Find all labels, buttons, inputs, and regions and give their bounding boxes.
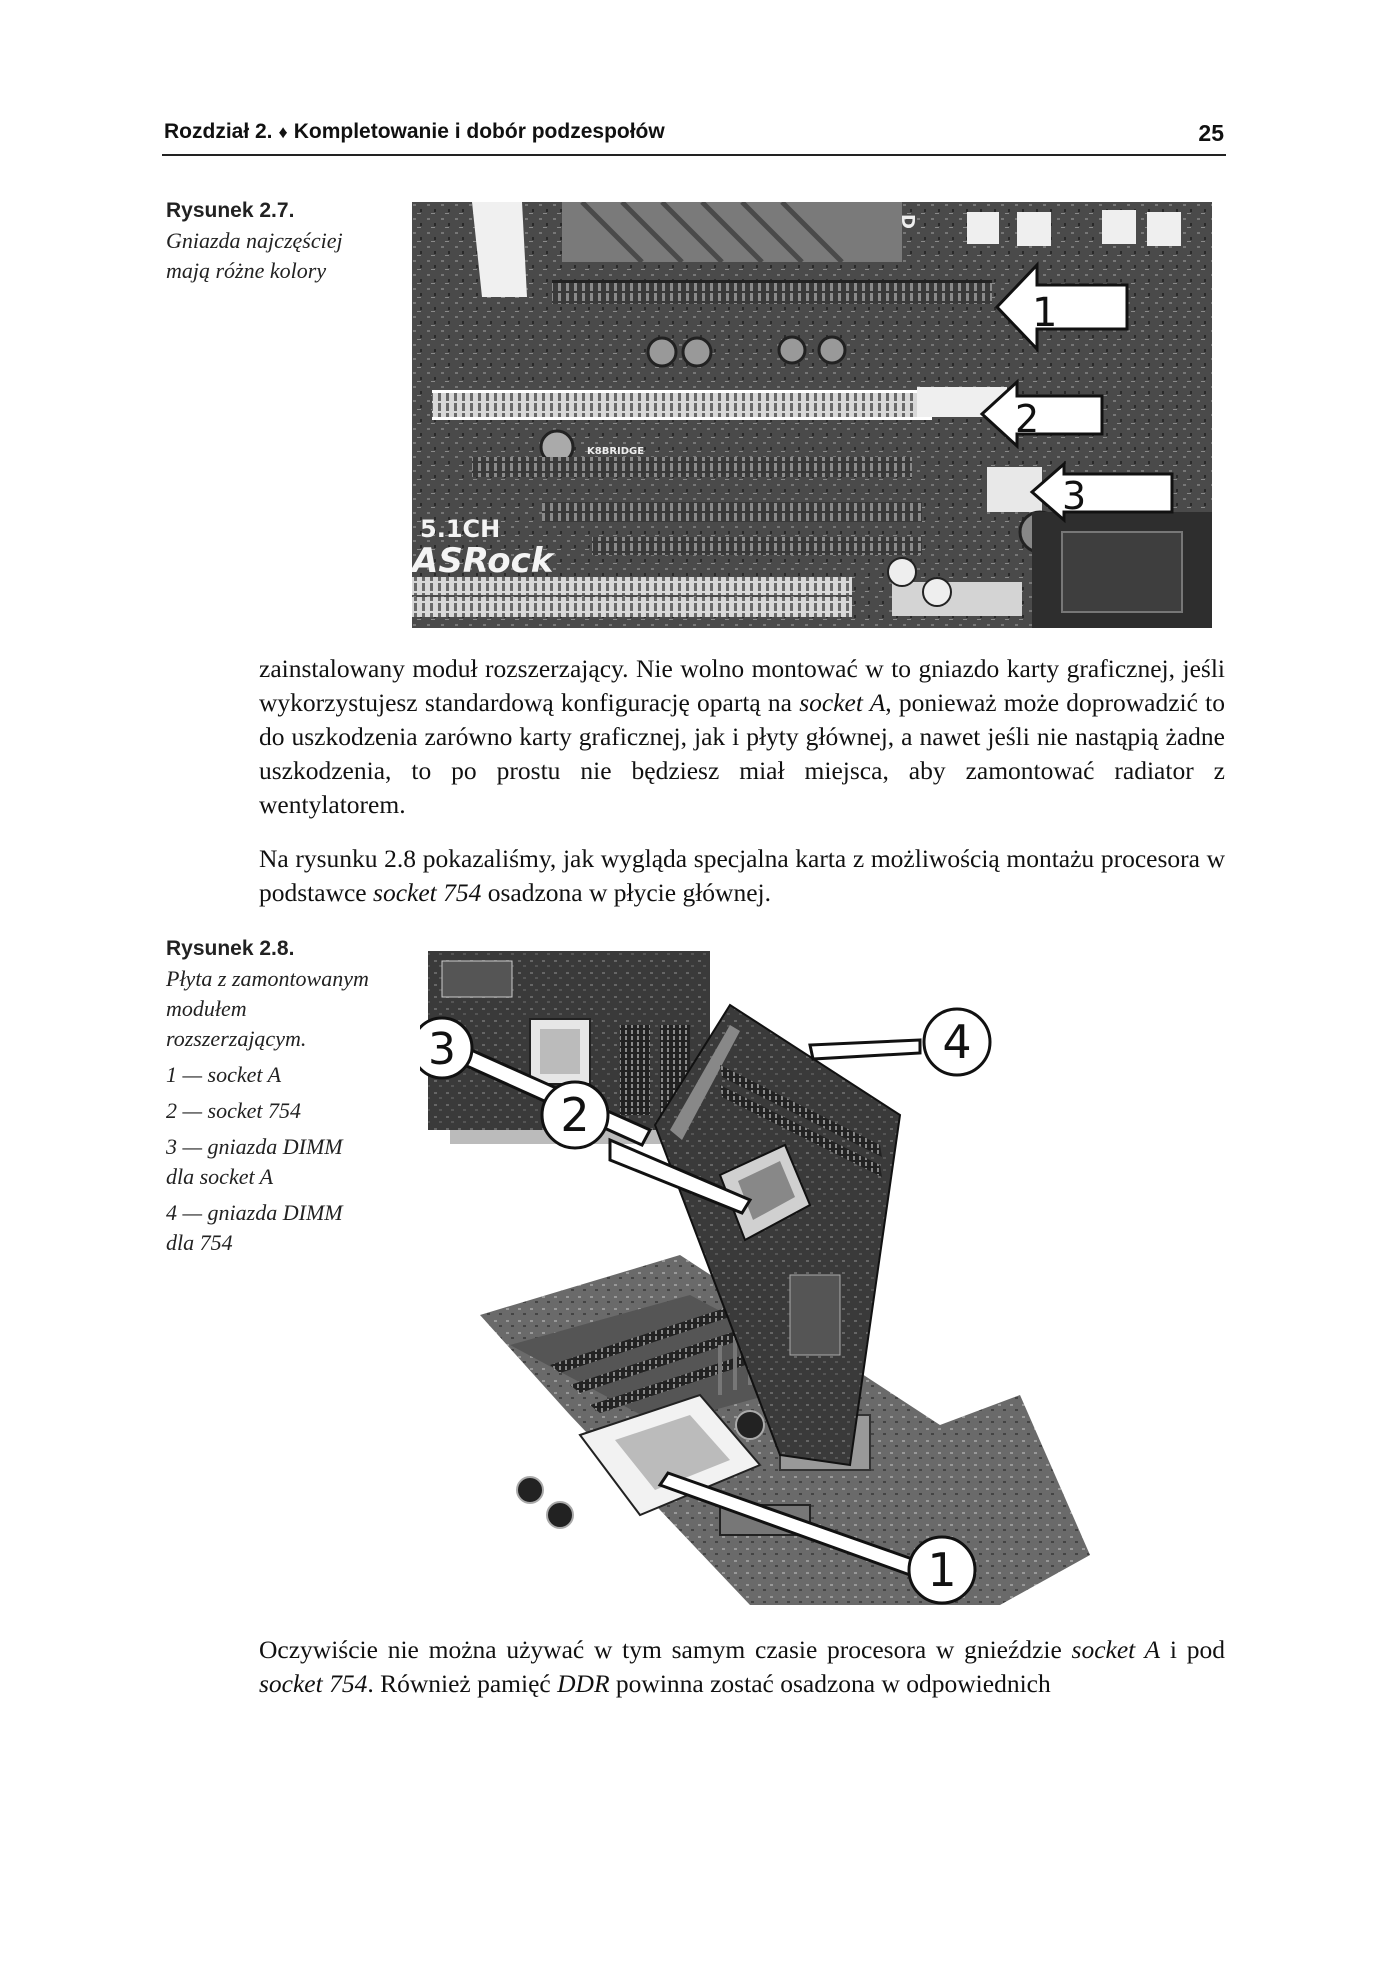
legend-item: dla socket A bbox=[166, 1164, 274, 1189]
text-run: Na rysunku 2.8 pokazaliśmy, jak wygląda specjalna karta z możliwością montażu procesora w podstawce bbox=[259, 844, 1225, 907]
callout-2 bbox=[542, 1082, 608, 1148]
callout-number: 2 bbox=[560, 1088, 590, 1142]
figure-label: Rysunek 2.7. bbox=[166, 199, 295, 222]
caption-line: Płyta z zamontowanym bbox=[166, 966, 369, 991]
callout-number: 2 bbox=[1015, 397, 1040, 441]
caption-line: modułem bbox=[166, 996, 247, 1021]
running-header bbox=[162, 118, 1226, 156]
caption-line: rozszerzającym. bbox=[166, 1026, 307, 1051]
figure-2-8-image bbox=[420, 945, 1120, 1605]
italic-term: socket 754 bbox=[373, 878, 482, 907]
figure-2-8-caption bbox=[166, 934, 406, 1258]
legend-item: 1 — socket A bbox=[166, 1062, 282, 1087]
text-run: osadzona w płycie głównej. bbox=[481, 878, 771, 907]
caption-line: mają różne kolory bbox=[166, 258, 327, 283]
board-text-d: D bbox=[897, 214, 918, 229]
legend-item: 4 — gniazda DIMM bbox=[166, 1200, 343, 1225]
caption-line: Gniazda najczęściej bbox=[166, 228, 343, 253]
figure-2-7-caption bbox=[166, 196, 406, 286]
body-paragraph-1 bbox=[259, 652, 1225, 822]
page-number: 25 bbox=[1198, 120, 1224, 146]
callout-4 bbox=[924, 1009, 990, 1075]
body-paragraph-2 bbox=[259, 842, 1225, 910]
figure-2-7-image bbox=[412, 202, 1212, 628]
italic-term: DDR bbox=[557, 1669, 610, 1698]
legend-item: dla 754 bbox=[166, 1230, 233, 1255]
callout-number: 4 bbox=[942, 1015, 972, 1069]
board-text-asrock: ASRock bbox=[412, 541, 554, 581]
body-paragraph-3 bbox=[259, 1633, 1225, 1701]
callout-number: 1 bbox=[927, 1543, 957, 1597]
text-run: Oczywiście nie można używać w tym samym czasie procesora w gnieździe bbox=[259, 1635, 1072, 1664]
board-text-51ch: 5.1CH bbox=[420, 515, 501, 543]
chapter-title: Kompletowanie i dobór podzespołów bbox=[293, 120, 665, 143]
callout-3 bbox=[420, 1018, 472, 1078]
text-run: i pod bbox=[1160, 1635, 1225, 1664]
legend-item: 2 — socket 754 bbox=[166, 1098, 302, 1123]
chapter-label: Rozdział 2. bbox=[164, 120, 273, 143]
callout-1 bbox=[909, 1537, 975, 1603]
callout-number: 3 bbox=[1062, 474, 1087, 518]
text-run: powinna zostać osadzona w odpowiednich bbox=[609, 1669, 1051, 1698]
text-run: , ponieważ może doprowadzić to do uszkodzenia zarówno karty graficznej, jak i płyty głównej, a nawet jeśli nie nastąpią żadne uszkodzenia, to po prostu nie będziesz miał miejsca, aby zamontować radiator z wentylatorem. bbox=[259, 688, 1225, 819]
italic-term: socket 754 bbox=[259, 1669, 368, 1698]
board-text-chip: K8BRIDGE bbox=[587, 446, 645, 457]
text-run: zainstalowany moduł rozszerzający. Nie wolno montować w to gniazdo karty graficznej, jeśli wykorzystujesz standardową konfigurację opartą na bbox=[259, 654, 1225, 717]
italic-term: socket A bbox=[1071, 1635, 1161, 1664]
text-run: . Również pamięć bbox=[367, 1669, 558, 1698]
figure-label: Rysunek 2.8. bbox=[166, 937, 295, 960]
italic-term: socket A bbox=[799, 688, 886, 717]
callout-number: 1 bbox=[1032, 290, 1058, 336]
header-chapter bbox=[164, 120, 665, 144]
diamond-separator: ♦ bbox=[278, 122, 288, 142]
legend-item: 3 — gniazda DIMM bbox=[166, 1134, 343, 1159]
callout-number: 3 bbox=[428, 1024, 456, 1075]
